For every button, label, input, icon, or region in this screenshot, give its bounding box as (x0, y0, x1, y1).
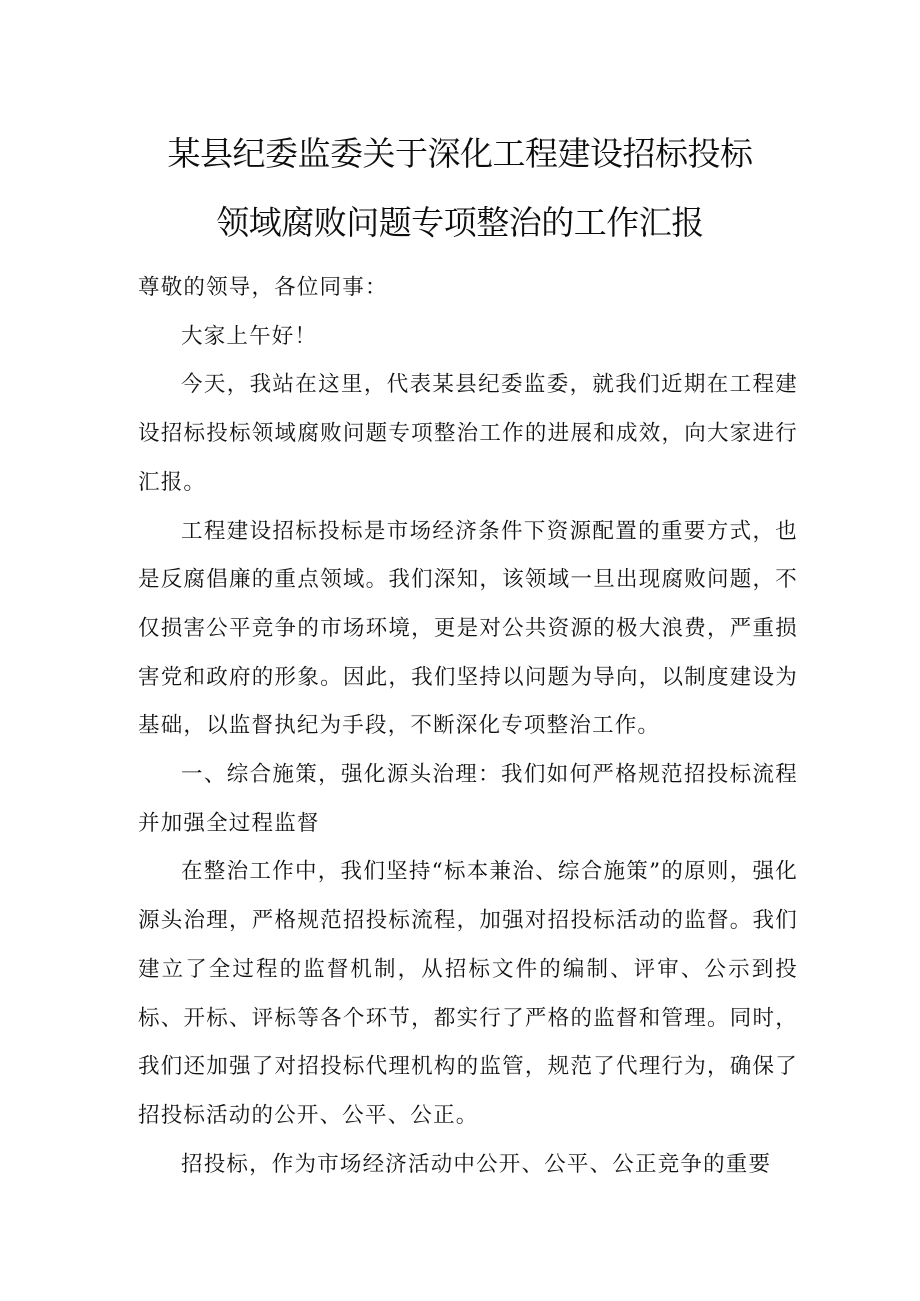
document-body (138, 264, 798, 1189)
paragraph-section-1: 在整治工作中，我们坚持“标本兼治、综合施策”的原则，强化源头治理，严格规范招投标流程，加强对招投标活动的监督。我们建立了全过程的监督机制，从招标文件的编制、评审、公示到投标、开标、评标等各个环节，都实行了严格的监督和管理。同时，我们还加强了对招投标代理机构的监管，规范了代理行为，确保了招投标活动的公开、公平、公正。 (138, 859, 798, 1128)
paragraph-continuation: 招投标，作为市场经济活动中公开、公平、公正竞争的重要 (181, 1151, 772, 1177)
paragraph-intro: 今天，我站在这里，代表某县纪委监委，就我们近期在工程建设招标投标领域腐败问题专项整治工作的进展和成效，向大家进行汇报。 (138, 372, 798, 495)
section-heading-1: 一、综合施策，强化源头治理：我们如何严格规范招投标流程并加强全过程监督 (138, 762, 798, 836)
document-title-line-2: 领域腐败问题专项整治的工作汇报 (216, 203, 704, 242)
document-title-line-1: 某县纪委监委关于深化工程建设招标投标 (167, 134, 753, 173)
salutation: 尊敬的领导，各位同事： (138, 275, 388, 300)
paragraph-greeting: 大家上午好！ (181, 323, 318, 349)
paragraph-background: 工程建设招标投标是市场经济条件下资源配置的重要方式，也是反腐倡廉的重点领域。我们深知，该领域一旦出现腐败问题，不仅损害公平竞争的市场环境，更是对公共资源的极大浪费，严重损害党和政府的形象。因此，我们坚持以问题为导向，以制度建设为基础，以监督执纪为手段，不断深化专项整治工作。 (138, 518, 798, 739)
